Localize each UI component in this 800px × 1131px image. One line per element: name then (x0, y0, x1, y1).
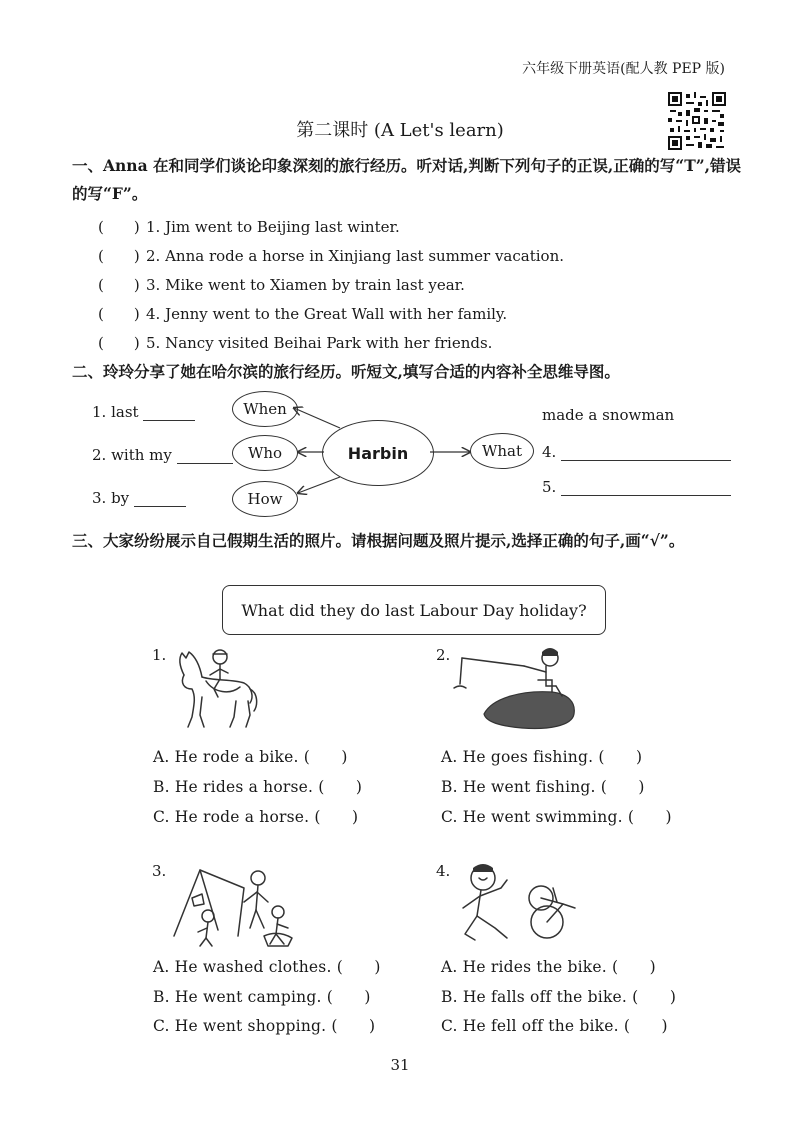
item-text: 1. Jim went to Beijing last winter. (146, 218, 400, 236)
blank-line[interactable] (561, 477, 731, 496)
mind-map-left-item (92, 402, 195, 421)
item-label: 1. last (92, 403, 139, 421)
section1-instruction: 一、Anna 在和同学们谈论印象深刻的旅行经历。听对话,判断下列句子的正误,正确的写“T”,错误的写“F”。 (72, 156, 742, 203)
option-item[interactable]: A. He washed clothes. ( ) (153, 958, 381, 976)
blank-line[interactable] (143, 402, 195, 421)
picture-number: 1. (152, 646, 167, 664)
page-number: 31 (390, 1056, 410, 1074)
option-item[interactable]: B. He went camping. ( ) (153, 988, 371, 1006)
option-item[interactable]: A. He rode a bike. ( ) (153, 748, 348, 766)
answer-paren[interactable]: ( ) (98, 334, 140, 352)
question-box: What did they do last Labour Day holiday? (222, 585, 606, 635)
picture-number: 3. (152, 862, 167, 880)
list-item (98, 332, 492, 353)
answer-paren[interactable]: ( ) (98, 218, 140, 236)
option-item[interactable]: C. He rode a horse. ( ) (153, 808, 359, 826)
item-label: 4. (542, 443, 557, 461)
blank-line[interactable] (134, 488, 186, 507)
option-item[interactable]: A. He rides the bike. ( ) (441, 958, 656, 976)
item-text: 5. Nancy visited Beihai Park with her friends. (146, 334, 493, 352)
node-how: How (232, 481, 298, 517)
option-item[interactable]: B. He rides a horse. ( ) (153, 778, 363, 796)
option-item[interactable]: B. He went fishing. ( ) (441, 778, 645, 796)
mind-map-right-item (542, 442, 731, 461)
option-item[interactable]: B. He falls off the bike. ( ) (441, 988, 677, 1006)
node-center-harbin: Harbin (322, 420, 434, 486)
node-when: When (232, 391, 298, 427)
answer-paren[interactable]: ( ) (98, 305, 140, 323)
fishing-boy-picture (452, 640, 582, 732)
section3-instruction: 三、大家纷纷展示自己假期生活的照片。请根据问题及照片提示,选择正确的句子,画“√”。 (72, 531, 685, 550)
mind-map-example: made a snowman (542, 406, 675, 424)
item-text: 3. Mike went to Xiamen by train last year. (146, 276, 465, 294)
option-item[interactable]: C. He fell off the bike. ( ) (441, 1017, 668, 1035)
item-label: 5. (542, 478, 557, 496)
book-title: 六年级下册英语(配人教 PEP 版) (522, 61, 725, 77)
item-label: 3. by (92, 489, 130, 507)
option-item[interactable]: A. He goes fishing. ( ) (441, 748, 643, 766)
horse-rider-picture (170, 645, 260, 733)
list-item (98, 303, 507, 324)
list-item (98, 245, 564, 266)
section2-instruction: 二、玲玲分享了她在哈尔滨的旅行经历。听短文,填写合适的内容补全思维导图。 (72, 362, 620, 381)
fell-off-bike-picture (455, 858, 585, 946)
blank-line[interactable] (177, 445, 233, 464)
mind-map-right-item (542, 477, 731, 496)
list-item (98, 274, 465, 295)
answer-paren[interactable]: ( ) (98, 247, 140, 265)
blank-line[interactable] (561, 442, 731, 461)
mind-map-left-item (92, 445, 233, 464)
camping-picture (168, 858, 298, 950)
answer-paren[interactable]: ( ) (98, 276, 140, 294)
item-text: 2. Anna rode a horse in Xinjiang last summer vacation. (146, 247, 564, 265)
mind-map-left-item (92, 488, 186, 507)
node-who: Who (232, 435, 298, 471)
option-item[interactable]: C. He went shopping. ( ) (153, 1017, 376, 1035)
item-text: 4. Jenny went to the Great Wall with her family. (146, 305, 508, 323)
picture-number: 2. (436, 646, 451, 664)
lesson-title: 第二课时 (A Let's learn) (296, 120, 504, 141)
item-label: 2. with my (92, 446, 172, 464)
option-item[interactable]: C. He went swimming. ( ) (441, 808, 672, 826)
node-what: What (470, 433, 534, 469)
list-item (98, 216, 400, 237)
picture-number: 4. (436, 862, 451, 880)
